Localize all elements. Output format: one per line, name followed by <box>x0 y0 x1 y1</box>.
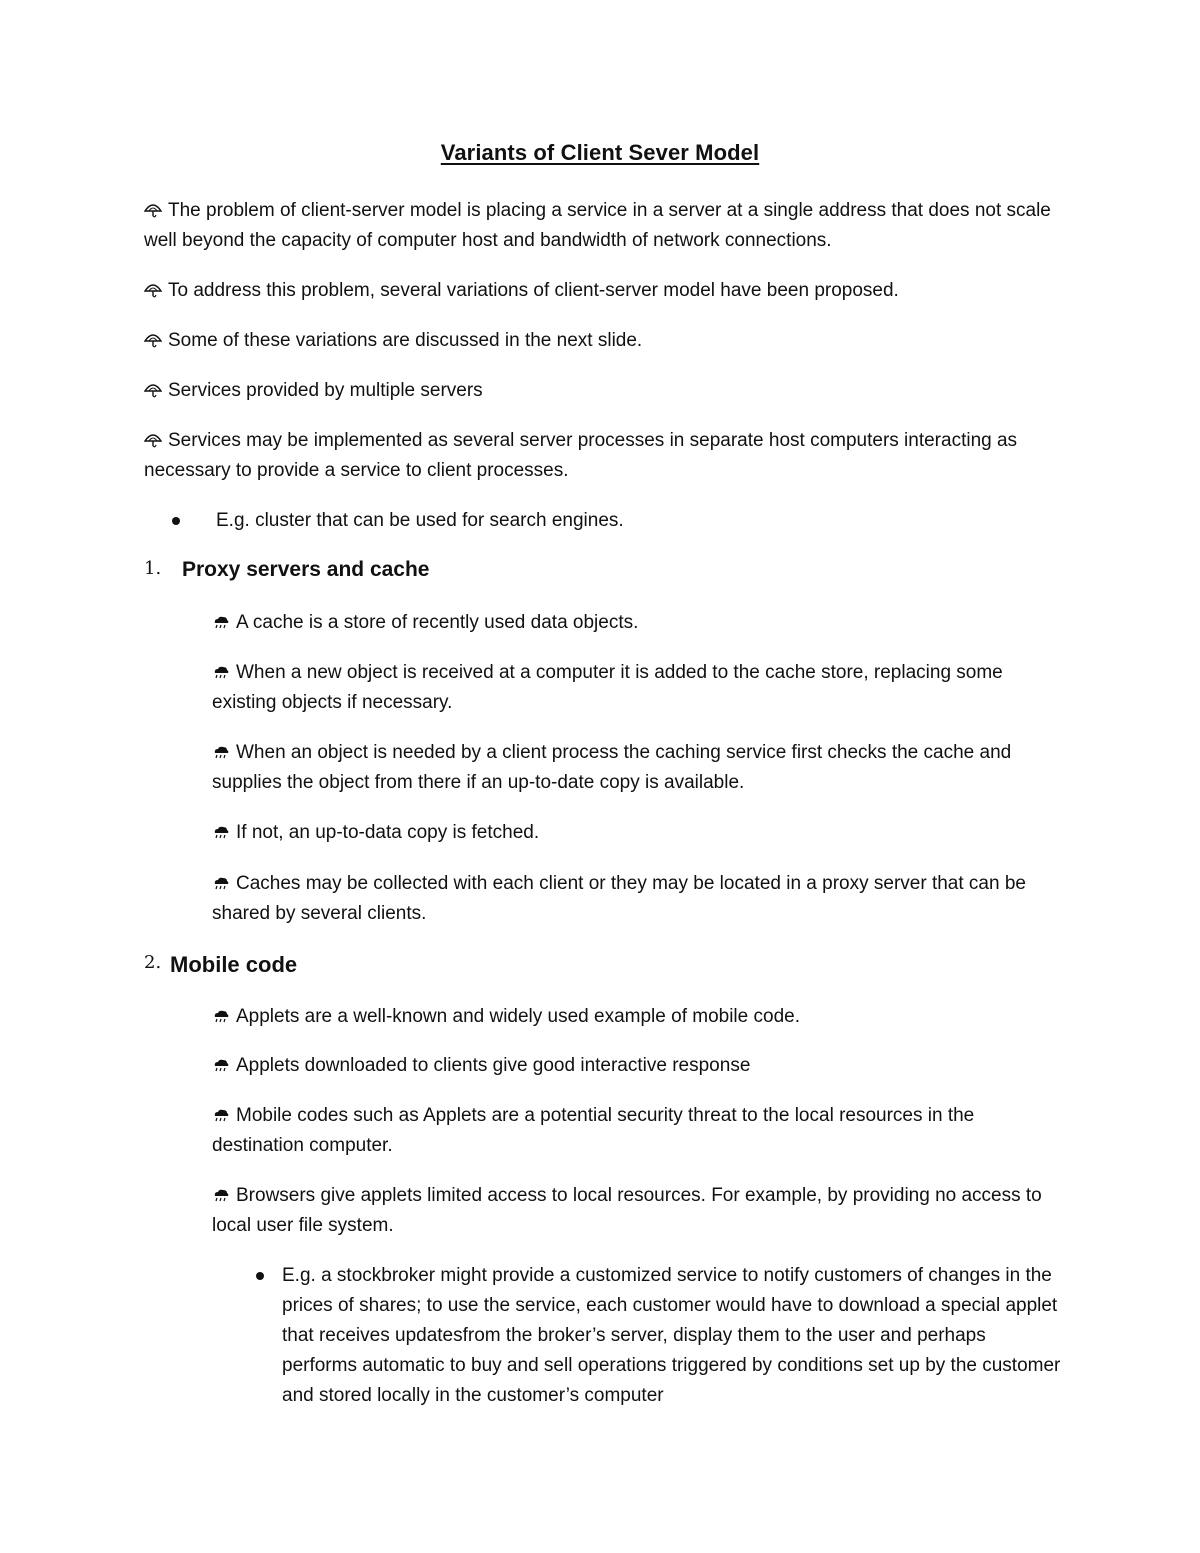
rain-cloud-icon <box>212 1109 230 1123</box>
intro-paragraph <box>144 196 1064 256</box>
list-item-text: E.g. a stockbroker might provide a customized service to notify customers of changes in the prices of shares; to use the service, each customer would have to download a special applet that receives updatesfrom the broker’s server, display them to the user and perhaps performs automatic to buy and sell operations triggered by conditions set up by the customer and stored locally in the customer’s computer <box>282 1265 1061 1406</box>
rain-cloud-icon <box>212 826 230 840</box>
paragraph-text: Services provided by multiple servers <box>168 380 483 401</box>
section-item-text: Caches may be collected with each client or they may be located in a proxy server that can be shared by several clients. <box>212 873 1026 924</box>
intro-paragraph <box>144 376 1064 406</box>
bullet-icon <box>172 517 180 525</box>
section-item-text: If not, an up-to-data copy is fetched. <box>236 822 540 843</box>
section-item <box>212 1002 1062 1032</box>
intro-paragraph <box>144 426 1064 486</box>
paragraph-text: To address this problem, several variations of client-server model have been proposed. <box>168 280 899 301</box>
rain-cloud-icon <box>212 666 230 680</box>
section-item <box>212 658 1062 718</box>
section-item <box>212 818 1062 848</box>
section-item-text: Browsers give applets limited access to local resources. For example, by providing no access to local user file system. <box>212 1185 1042 1236</box>
section-number: 1. <box>144 558 162 579</box>
section-item-text: A cache is a store of recently used data objects. <box>236 612 639 633</box>
umbrella-icon <box>144 332 162 348</box>
rain-cloud-icon <box>212 877 230 891</box>
umbrella-icon <box>144 382 162 398</box>
section-item-text: Mobile codes such as Applets are a potential security threat to the local resources in the destination computer. <box>212 1105 975 1156</box>
section-item <box>212 1051 1062 1081</box>
rain-cloud-icon <box>212 1059 230 1073</box>
section-heading-text: Mobile code <box>170 952 298 977</box>
section-item-text: When an object is needed by a client process the caching service first checks the cache and supplies the object from there if an up-to-date copy is available. <box>212 742 1012 793</box>
section-number: 2. <box>144 952 162 973</box>
section-item <box>212 608 1062 638</box>
umbrella-icon <box>144 202 162 218</box>
rain-cloud-icon <box>212 616 230 630</box>
section-item <box>212 738 1062 798</box>
section-item <box>212 1181 1062 1241</box>
umbrella-icon <box>144 432 162 448</box>
umbrella-icon <box>144 282 162 298</box>
section-item <box>212 869 1062 929</box>
section-item-text: Applets downloaded to clients give good interactive response <box>236 1055 751 1076</box>
section-item <box>212 1101 1062 1161</box>
paragraph-text: Services may be implemented as several server processes in separate host computers interacting as necessary to provide a service to client processes. <box>144 430 1018 481</box>
bullet-icon <box>256 1272 264 1280</box>
list-item-text: E.g. cluster that can be used for search engines. <box>216 510 624 531</box>
rain-cloud-icon <box>212 746 230 760</box>
paragraph-text: The problem of client-server model is placing a service in a server at a single address that does not scale well beyond the capacity of computer host and bandwidth of network connections. <box>144 200 1051 251</box>
intro-paragraph <box>144 276 1064 306</box>
section-item-text: When a new object is received at a computer it is added to the cache store, replacing some existing objects if necessary. <box>212 662 1003 713</box>
rain-cloud-icon <box>212 1189 230 1203</box>
intro-paragraph <box>144 326 1064 356</box>
section-heading-text: Proxy servers and cache <box>182 558 430 581</box>
paragraph-text: Some of these variations are discussed in the next slide. <box>168 330 643 351</box>
section-item-text: Applets are a well-known and widely used example of mobile code. <box>236 1006 800 1027</box>
document-title: Variants of Client Sever Model <box>440 140 760 165</box>
rain-cloud-icon <box>212 1010 230 1024</box>
